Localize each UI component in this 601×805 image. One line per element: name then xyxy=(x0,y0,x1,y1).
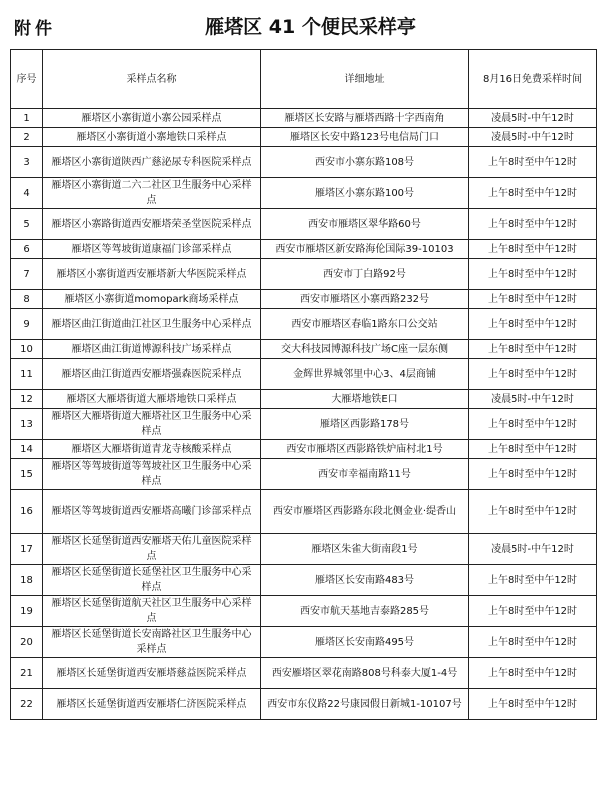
column-header-name: 采样点名称 xyxy=(43,50,261,109)
table-row xyxy=(11,128,597,147)
cell-name: 雁塔区长延堡街道长安南路社区卫生服务中心采样点 xyxy=(43,627,261,658)
page-title: 雁塔区 41 个便民采样亭 xyxy=(205,16,416,38)
cell-time: 上午8时至中午12时 xyxy=(469,147,597,178)
cell-time: 上午8时至中午12时 xyxy=(469,658,597,689)
table-row xyxy=(11,565,597,596)
cell-time: 上午8时至中午12时 xyxy=(469,565,597,596)
cell-address: 交大科技园博源科技广场C座一层东侧 xyxy=(261,340,469,359)
cell-address: 西安雁塔区翠花南路808号科泰大厦1-4号 xyxy=(261,658,469,689)
cell-index: 15 xyxy=(11,459,43,490)
cell-name: 雁塔区小寨街道小寨公园采样点 xyxy=(43,109,261,128)
cell-time: 上午8时至中午12时 xyxy=(469,359,597,390)
table-row xyxy=(11,309,597,340)
cell-name: 雁塔区小寨街道陕西广慈泌尿专科医院采样点 xyxy=(43,147,261,178)
cell-address: 雁塔区朱雀大街南段1号 xyxy=(261,534,469,565)
cell-name: 雁塔区长延堡街道西安雁塔慈益医院采样点 xyxy=(43,658,261,689)
table-row xyxy=(11,658,597,689)
cell-address: 西安市东仪路22号康园假日新城1-10107号 xyxy=(261,689,469,720)
cell-name: 雁塔区长延堡街道西安雁塔仁济医院采样点 xyxy=(43,689,261,720)
cell-address: 西安市丁白路92号 xyxy=(261,259,469,290)
cell-time: 上午8时至中午12时 xyxy=(469,340,597,359)
cell-index: 10 xyxy=(11,340,43,359)
cell-address: 西安市幸福南路11号 xyxy=(261,459,469,490)
cell-index: 9 xyxy=(11,309,43,340)
cell-address: 西安市雁塔区小寨西路232号 xyxy=(261,290,469,309)
cell-index: 14 xyxy=(11,440,43,459)
cell-index: 21 xyxy=(11,658,43,689)
cell-index: 2 xyxy=(11,128,43,147)
cell-name: 雁塔区小寨路街道西安雁塔荣圣堂医院采样点 xyxy=(43,209,261,240)
cell-address: 大雁塔地铁E口 xyxy=(261,390,469,409)
table-row xyxy=(11,689,597,720)
cell-address: 雁塔区长安南路495号 xyxy=(261,627,469,658)
cell-time: 上午8时至中午12时 xyxy=(469,689,597,720)
cell-name: 雁塔区小寨街道momopark商场采样点 xyxy=(43,290,261,309)
cell-name: 雁塔区大雁塔街道青龙寺核酸采样点 xyxy=(43,440,261,459)
cell-time: 上午8时至中午12时 xyxy=(469,409,597,440)
cell-time: 上午8时至中午12时 xyxy=(469,440,597,459)
page-header xyxy=(0,0,601,46)
cell-address: 西安市雁塔区翠华路60号 xyxy=(261,209,469,240)
cell-index: 4 xyxy=(11,178,43,209)
table-row xyxy=(11,390,597,409)
cell-time: 上午8时至中午12时 xyxy=(469,490,597,534)
cell-index: 22 xyxy=(11,689,43,720)
column-header-time: 8月16日免费采样时间 xyxy=(469,50,597,109)
cell-address: 西安市雁塔区春临1路东口公交站 xyxy=(261,309,469,340)
cell-time: 凌晨5时-中午12时 xyxy=(469,128,597,147)
cell-name: 雁塔区小寨街道二六二社区卫生服务中心采样点 xyxy=(43,178,261,209)
cell-address: 西安市雁塔区西影路东段北侧金业·缇香山 xyxy=(261,490,469,534)
cell-address: 西安市小寨东路108号 xyxy=(261,147,469,178)
table-header-row xyxy=(11,50,597,109)
cell-index: 8 xyxy=(11,290,43,309)
cell-time: 上午8时至中午12时 xyxy=(469,259,597,290)
table-row xyxy=(11,290,597,309)
column-header-address: 详细地址 xyxy=(261,50,469,109)
cell-time: 上午8时至中午12时 xyxy=(469,209,597,240)
table-row xyxy=(11,409,597,440)
cell-address: 雁塔区长安南路483号 xyxy=(261,565,469,596)
table-row xyxy=(11,109,597,128)
column-header-index: 序号 xyxy=(11,50,43,109)
table-row xyxy=(11,440,597,459)
cell-name: 雁塔区长延堡街道长延堡社区卫生服务中心采样点 xyxy=(43,565,261,596)
cell-index: 16 xyxy=(11,490,43,534)
cell-index: 11 xyxy=(11,359,43,390)
table-row xyxy=(11,534,597,565)
cell-time: 上午8时至中午12时 xyxy=(469,596,597,627)
cell-time: 上午8时至中午12时 xyxy=(469,627,597,658)
cell-name: 雁塔区曲江街道曲江社区卫生服务中心采样点 xyxy=(43,309,261,340)
cell-index: 3 xyxy=(11,147,43,178)
sampling-points-table xyxy=(10,49,597,720)
cell-index: 13 xyxy=(11,409,43,440)
annex-label: 附件 xyxy=(14,19,56,39)
cell-name: 雁塔区等驾坡街道等驾坡社区卫生服务中心采样点 xyxy=(43,459,261,490)
cell-index: 12 xyxy=(11,390,43,409)
table-row xyxy=(11,209,597,240)
cell-index: 20 xyxy=(11,627,43,658)
cell-time: 上午8时至中午12时 xyxy=(469,459,597,490)
cell-address: 雁塔区长安中路123号电信局门口 xyxy=(261,128,469,147)
cell-time: 上午8时至中午12时 xyxy=(469,240,597,259)
cell-name: 雁塔区小寨街道西安雁塔新大华医院采样点 xyxy=(43,259,261,290)
table-row xyxy=(11,340,597,359)
table-row xyxy=(11,490,597,534)
table-row xyxy=(11,459,597,490)
cell-name: 雁塔区等驾坡街道康福门诊部采样点 xyxy=(43,240,261,259)
cell-index: 7 xyxy=(11,259,43,290)
table-body xyxy=(11,109,597,720)
cell-address: 西安市雁塔区西影路铁炉庙村北1号 xyxy=(261,440,469,459)
table-row xyxy=(11,596,597,627)
table-row xyxy=(11,178,597,209)
cell-index: 17 xyxy=(11,534,43,565)
table-row xyxy=(11,359,597,390)
cell-address: 雁塔区小寨东路100号 xyxy=(261,178,469,209)
cell-name: 雁塔区小寨街道小寨地铁口采样点 xyxy=(43,128,261,147)
cell-name: 雁塔区曲江街道博源科技广场采样点 xyxy=(43,340,261,359)
cell-time: 上午8时至中午12时 xyxy=(469,309,597,340)
cell-name: 雁塔区长延堡街道航天社区卫生服务中心采样点 xyxy=(43,596,261,627)
cell-index: 19 xyxy=(11,596,43,627)
cell-name: 雁塔区大雁塔街道大雁塔地铁口采样点 xyxy=(43,390,261,409)
cell-index: 5 xyxy=(11,209,43,240)
cell-name: 雁塔区长延堡街道西安雁塔天佑儿童医院采样点 xyxy=(43,534,261,565)
cell-index: 1 xyxy=(11,109,43,128)
cell-address: 金辉世界城邻里中心3、4层商铺 xyxy=(261,359,469,390)
cell-name: 雁塔区等驾坡街道西安雁塔高曦门诊部采样点 xyxy=(43,490,261,534)
cell-time: 凌晨5时-中午12时 xyxy=(469,390,597,409)
cell-name: 雁塔区大雁塔街道大雁塔社区卫生服务中心采样点 xyxy=(43,409,261,440)
cell-address: 西安市航天基地吉泰路285号 xyxy=(261,596,469,627)
cell-index: 18 xyxy=(11,565,43,596)
cell-address: 雁塔区长安路与雁塔西路十字西南角 xyxy=(261,109,469,128)
cell-time: 上午8时至中午12时 xyxy=(469,178,597,209)
table-row xyxy=(11,259,597,290)
cell-time: 凌晨5时-中午12时 xyxy=(469,109,597,128)
cell-index: 6 xyxy=(11,240,43,259)
table-row xyxy=(11,240,597,259)
cell-address: 雁塔区西影路178号 xyxy=(261,409,469,440)
cell-time: 上午8时至中午12时 xyxy=(469,290,597,309)
table-row xyxy=(11,147,597,178)
cell-address: 西安市雁塔区新安路海伦国际39-10103 xyxy=(261,240,469,259)
table-row xyxy=(11,627,597,658)
cell-name: 雁塔区曲江街道西安雁塔强森医院采样点 xyxy=(43,359,261,390)
cell-time: 凌晨5时-中午12时 xyxy=(469,534,597,565)
